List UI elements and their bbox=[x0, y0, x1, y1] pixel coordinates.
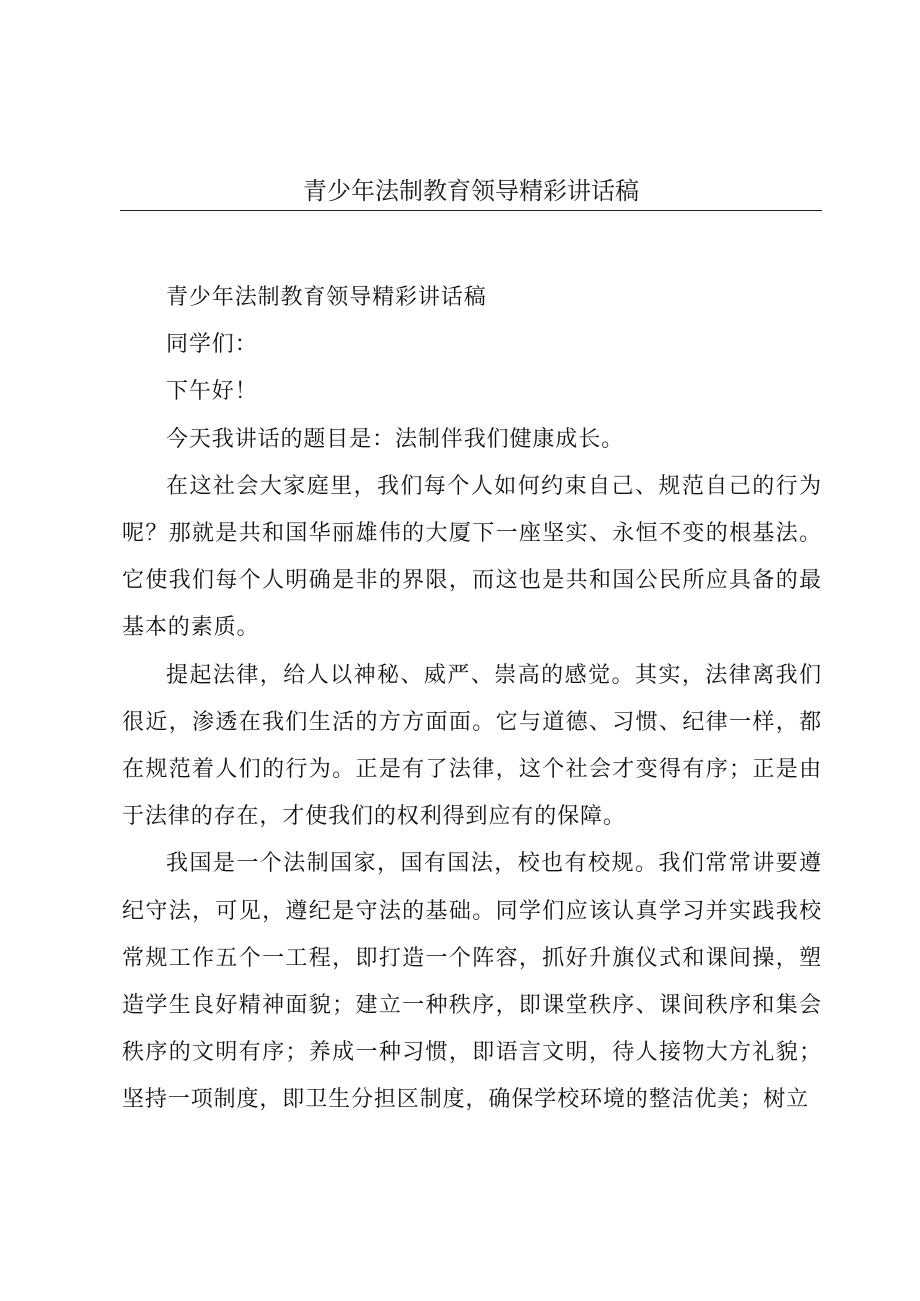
paragraph-salutation: 同学们： bbox=[166, 332, 258, 358]
paragraph-subtitle: 青少年法制教育领导精彩讲话稿 bbox=[166, 285, 487, 310]
paragraph-body-2: 提起法律，给人以神秘、威严、崇高的感觉。其实，法律离我们很近，渗透在我们生活的方方面面。它与道德、习惯、纪律一样，都在规范着人们的行为。正是有了法律，这个社会才变得有序；正是由于法律的存在，才使我们的权利得到应有的保障。 bbox=[122, 662, 822, 830]
paragraph-body-1: 在这社会大家庭里，我们每个人如何约束自己、规范自己的行为呢？那就是共和国华丽雄伟的大厦下一座坚实、永恒不变的根基法。它使我们每个人明确是非的界限，而这也是共和国公民所应具备的最基本的素质。 bbox=[122, 473, 822, 641]
document-title: 青少年法制教育领导精彩讲话稿 bbox=[303, 177, 639, 205]
paragraph-body-3: 我国是一个法制国家，国有国法，校也有校规。我们常常讲要遵纪守法，可见，遵纪是守法的基础。同学们应该认真学习并实践我校常规工作五个一工程，即打造一个阵容，抓好升旗仪式和课间操，塑造学生良好精神面貌；建立一种秩序，即课堂秩序、课间秩序和集会秩序的文明有序；养成一种习惯，即语言文明，待人接物大方礼貌；坚持一项制度，即卫生分担区制度，确保学校环境的整洁优美；树立 bbox=[122, 851, 822, 1113]
document-header bbox=[120, 174, 822, 211]
paragraph-topic: 今天我讲话的题目是：法制伴我们健康成长。 bbox=[166, 426, 625, 452]
paragraph-greeting: 下午好！ bbox=[166, 379, 258, 405]
document-body bbox=[122, 274, 822, 1124]
